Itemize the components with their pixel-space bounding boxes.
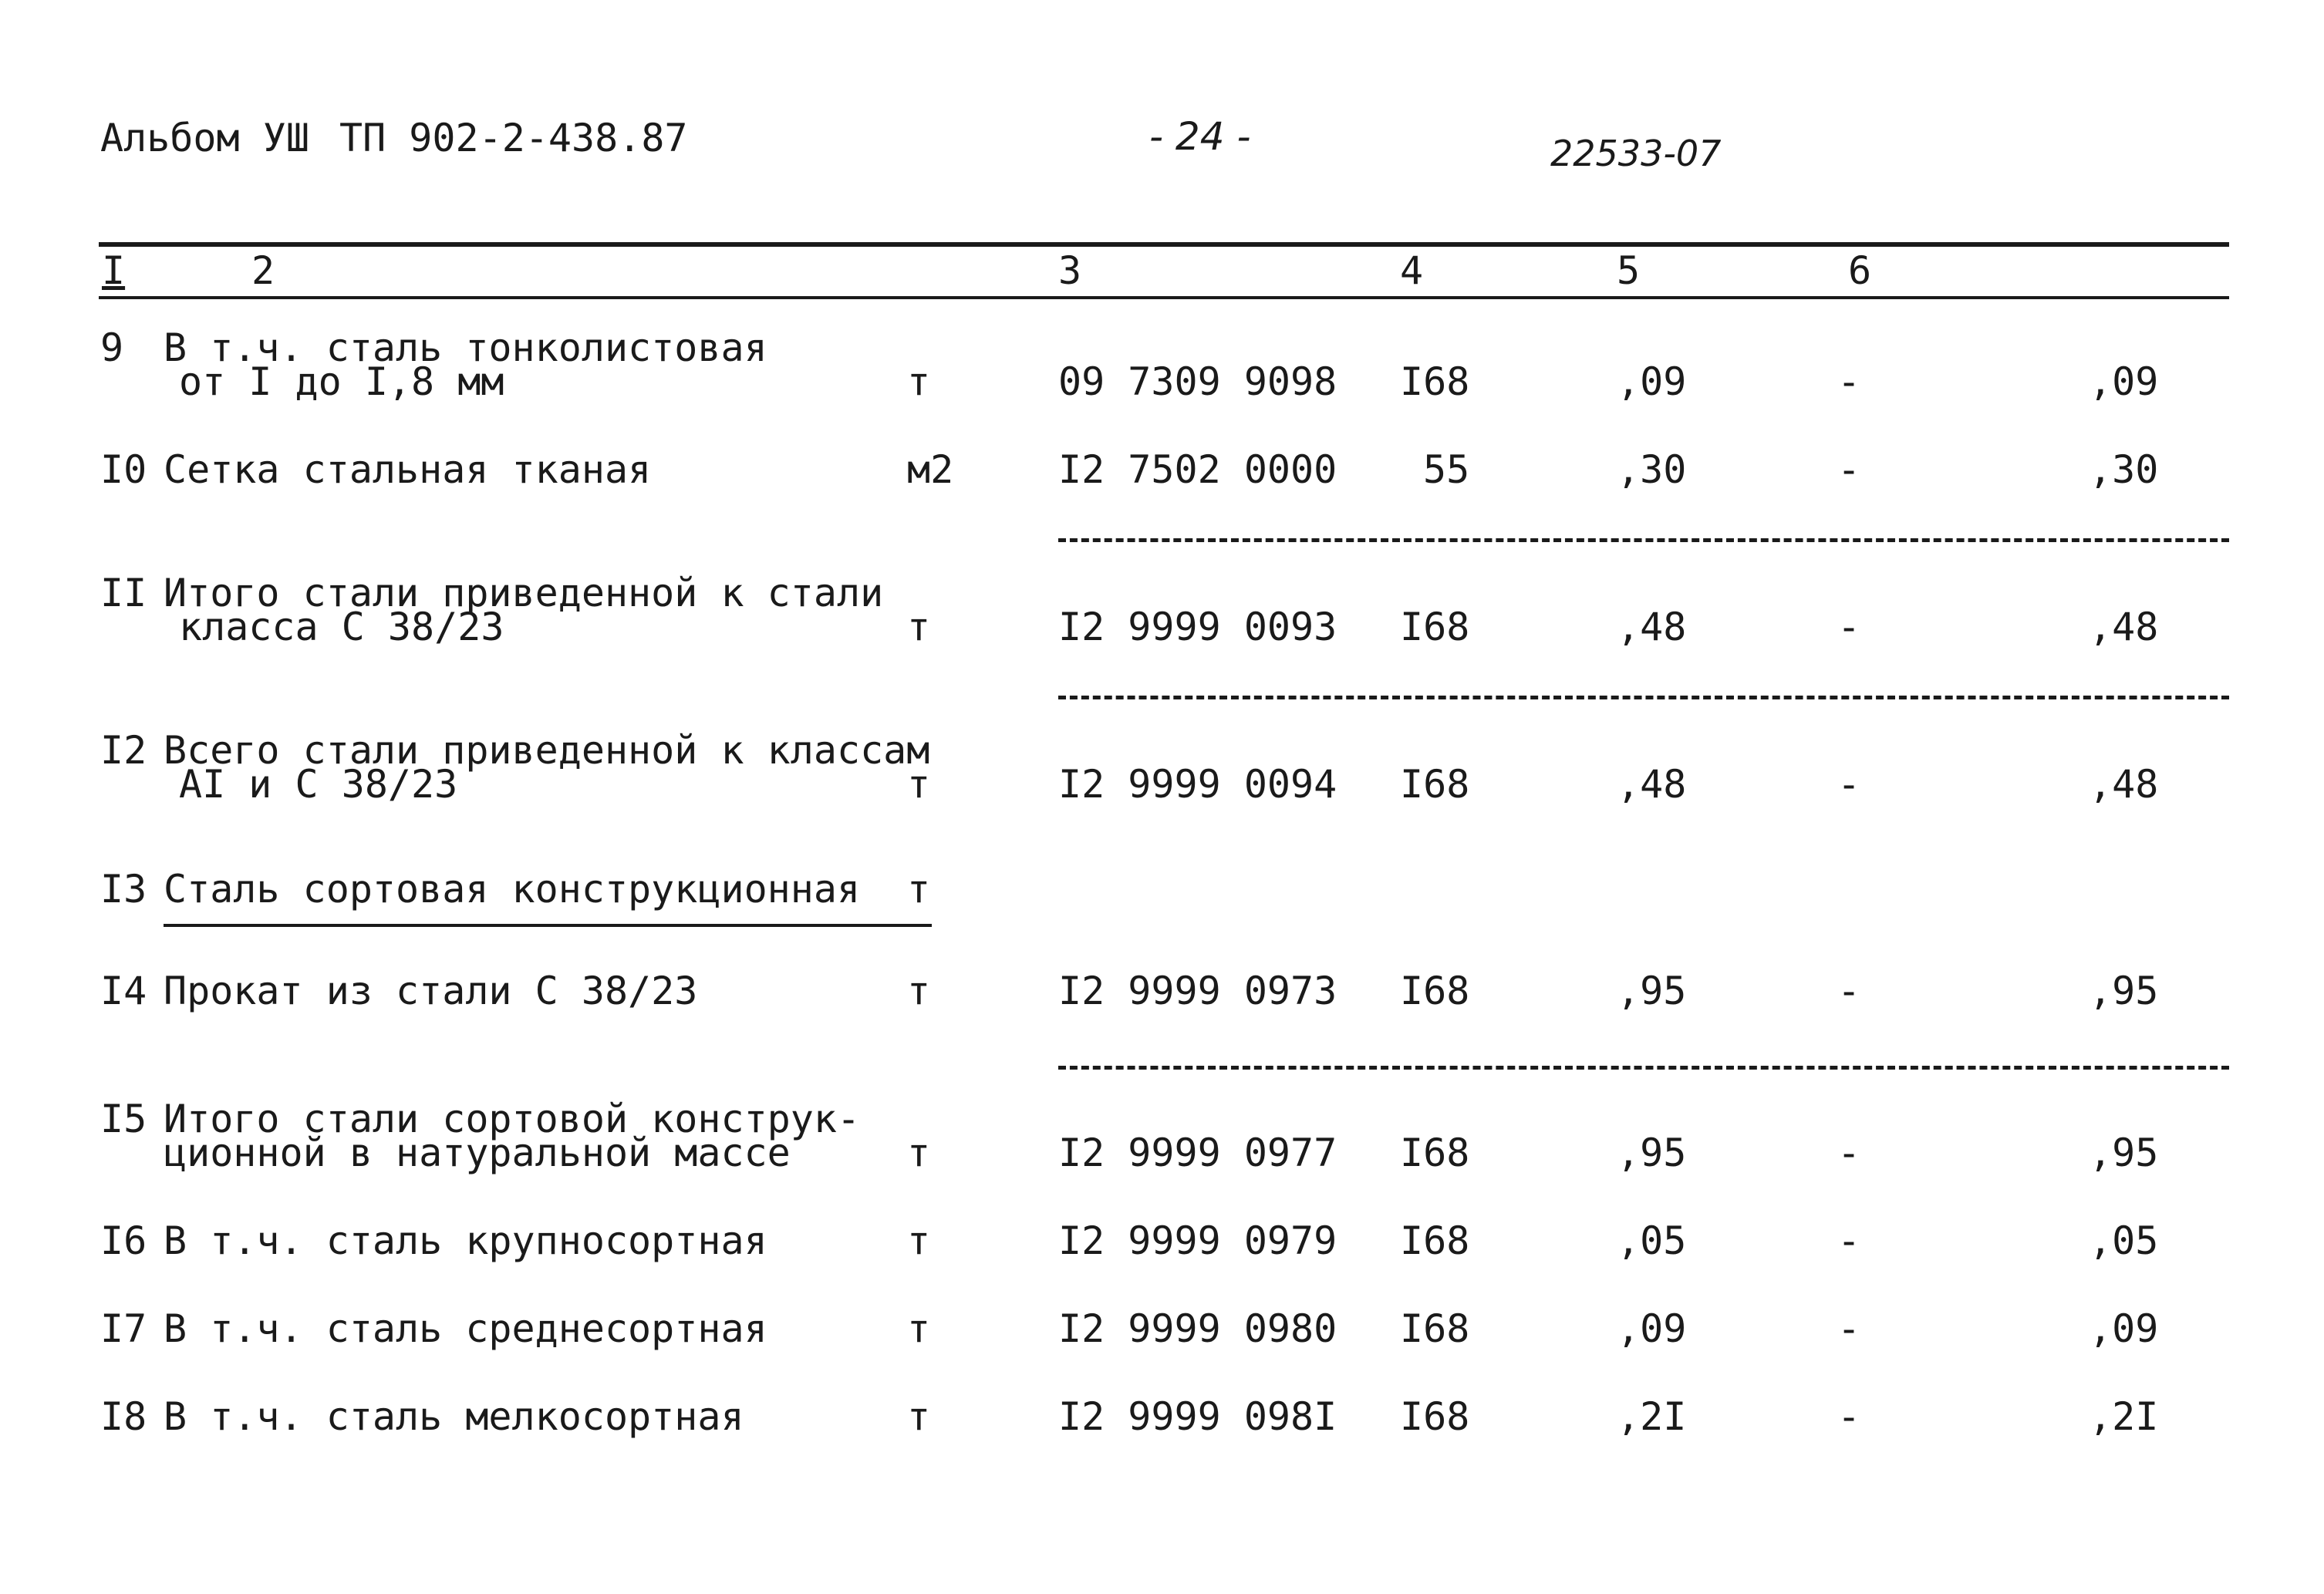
row-col6: - bbox=[1837, 1218, 1861, 1263]
row-name: Сталь сортовая конструкционная bbox=[164, 867, 861, 912]
row-code: I2 7502 0000 bbox=[1058, 447, 1337, 492]
column-header-4: 4 bbox=[1400, 248, 1424, 293]
row-name: Сетка стальная тканая bbox=[164, 447, 652, 492]
row-unit: т bbox=[907, 1306, 931, 1351]
row-name-cont: класса С 38/23 bbox=[179, 605, 504, 649]
row-col5: ,09 bbox=[1617, 1306, 1687, 1351]
row-col6: - bbox=[1837, 1394, 1861, 1439]
row-code: I2 9999 0977 bbox=[1058, 1131, 1337, 1175]
row-col7: ,95 bbox=[2089, 969, 2159, 1013]
dashed-separator bbox=[1058, 538, 2229, 542]
column-header-5: 5 bbox=[1617, 248, 1641, 293]
row-number: I3 bbox=[100, 867, 147, 912]
row-col7: ,95 bbox=[2089, 1131, 2159, 1175]
album-label: Альбом УШ bbox=[100, 116, 309, 160]
row-unit: т bbox=[907, 762, 931, 807]
row-code: 09 7309 9098 bbox=[1058, 359, 1337, 404]
page-number: - 24 - bbox=[1149, 114, 1251, 159]
row-col5: ,48 bbox=[1617, 762, 1687, 807]
row-col6: - bbox=[1837, 969, 1861, 1013]
row-unit: т bbox=[907, 1218, 931, 1263]
row-col4: I68 bbox=[1400, 1218, 1470, 1263]
row-col5: ,09 bbox=[1617, 359, 1687, 404]
row-col4: I68 bbox=[1400, 969, 1470, 1013]
row-col4: I68 bbox=[1400, 1131, 1470, 1175]
row-col6: - bbox=[1837, 359, 1861, 404]
section-underline bbox=[164, 924, 932, 927]
row-name: Итого стали приведенной к стали bbox=[164, 571, 884, 615]
row-number: I5 bbox=[100, 1097, 147, 1141]
document-number: 22533-07 bbox=[1550, 133, 1722, 174]
row-col7: ,30 bbox=[2089, 447, 2159, 492]
row-col5: ,30 bbox=[1617, 447, 1687, 492]
row-unit: т bbox=[907, 605, 931, 649]
column-header-6: 6 bbox=[1848, 248, 1872, 293]
row-name: В т.ч. сталь крупносортная bbox=[164, 1218, 767, 1263]
column-header-2: 2 bbox=[251, 248, 275, 293]
project-number: ТП 902-2-438.87 bbox=[339, 116, 688, 160]
row-col6: - bbox=[1837, 1306, 1861, 1351]
column-header-3: 3 bbox=[1058, 248, 1082, 293]
row-name-cont: от I до I,8 мм bbox=[179, 359, 504, 404]
row-unit: т bbox=[907, 1394, 931, 1439]
row-code: I2 9999 0094 bbox=[1058, 762, 1337, 807]
row-col7: ,09 bbox=[2089, 359, 2159, 404]
table-header-rule bbox=[99, 296, 2229, 299]
table-top-rule bbox=[99, 242, 2229, 247]
row-col7: ,2I bbox=[2089, 1394, 2159, 1439]
row-unit: т bbox=[907, 867, 931, 912]
row-col4: 55 bbox=[1423, 447, 1470, 492]
row-number: 9 bbox=[100, 325, 124, 370]
row-col5: ,95 bbox=[1617, 1131, 1687, 1175]
row-unit: т bbox=[907, 969, 931, 1013]
row-code: I2 9999 0980 bbox=[1058, 1306, 1337, 1351]
row-number: I2 bbox=[100, 728, 147, 773]
row-col7: ,09 bbox=[2089, 1306, 2159, 1351]
row-col6: - bbox=[1837, 605, 1861, 649]
row-code: I2 9999 0979 bbox=[1058, 1218, 1337, 1263]
dashed-separator bbox=[1058, 696, 2229, 699]
row-col5: ,48 bbox=[1617, 605, 1687, 649]
row-number: I7 bbox=[100, 1306, 147, 1351]
row-number: II bbox=[100, 571, 147, 615]
row-col7: ,48 bbox=[2089, 762, 2159, 807]
row-col7: ,48 bbox=[2089, 605, 2159, 649]
row-number: I0 bbox=[100, 447, 147, 492]
row-col4: I68 bbox=[1400, 762, 1470, 807]
row-col7: ,05 bbox=[2089, 1218, 2159, 1263]
row-col6: - bbox=[1837, 1131, 1861, 1175]
row-name-cont: АI и С 38/23 bbox=[179, 762, 458, 807]
row-name-cont: ционной в натуральной массе bbox=[164, 1131, 791, 1175]
row-code: I2 9999 0973 bbox=[1058, 969, 1337, 1013]
row-number: I4 bbox=[100, 969, 147, 1013]
row-unit: т bbox=[907, 359, 931, 404]
row-name: Прокат из стали С 38/23 bbox=[164, 969, 698, 1013]
column-header-1: I bbox=[102, 248, 126, 293]
row-code: I2 9999 0093 bbox=[1058, 605, 1337, 649]
row-number: I6 bbox=[100, 1218, 147, 1263]
row-name: В т.ч. сталь мелкосортная bbox=[164, 1394, 744, 1439]
row-col5: ,95 bbox=[1617, 969, 1687, 1013]
row-col4: I68 bbox=[1400, 1394, 1470, 1439]
row-name: В т.ч. сталь среднесортная bbox=[164, 1306, 767, 1351]
row-name: Итого стали сортовой конструк- bbox=[164, 1097, 861, 1141]
row-col4: I68 bbox=[1400, 1306, 1470, 1351]
row-unit: м2 bbox=[907, 447, 954, 492]
row-number: I8 bbox=[100, 1394, 147, 1439]
row-col5: ,05 bbox=[1617, 1218, 1687, 1263]
row-col4: I68 bbox=[1400, 605, 1470, 649]
row-col5: ,2I bbox=[1617, 1394, 1687, 1439]
row-code: I2 9999 098I bbox=[1058, 1394, 1337, 1439]
row-col6: - bbox=[1837, 762, 1861, 807]
row-col4: I68 bbox=[1400, 359, 1470, 404]
dashed-separator bbox=[1058, 1066, 2229, 1070]
row-unit: т bbox=[907, 1131, 931, 1175]
row-col6: - bbox=[1837, 447, 1861, 492]
row-name: В т.ч. сталь тонколистовая bbox=[164, 325, 767, 370]
row-name: Всего стали приведенной к классам bbox=[164, 728, 930, 773]
